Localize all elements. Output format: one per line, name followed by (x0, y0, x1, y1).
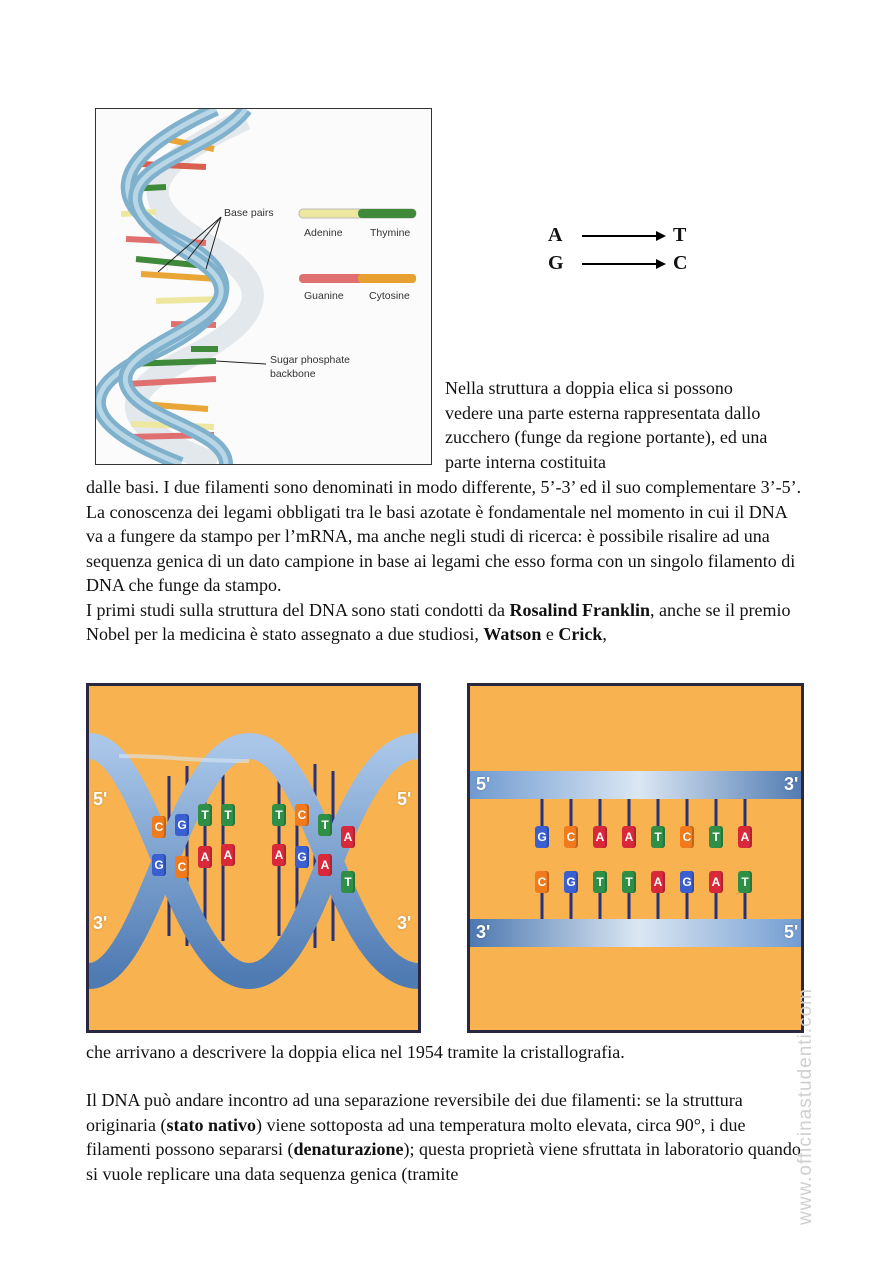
helix-base-top: G (175, 814, 189, 836)
helix-base-bottom: G (152, 854, 166, 876)
text-fragment: , anche se il premio Nobel per la medicina è stato assegnato a due studiosi, (86, 599, 791, 644)
separated-base-top: C (564, 826, 578, 848)
separated-base-bottom: G (564, 871, 578, 893)
bold-watson: Watson (483, 624, 542, 644)
text-fragment: , (602, 624, 607, 644)
pair-right-t: T (673, 224, 687, 246)
bold-denaturazione: denaturazione (293, 1139, 404, 1159)
paragraph-strands (86, 475, 806, 647)
helix-base-top: T (318, 814, 332, 836)
paragraph-crystallography: che arrivano a descrivere la doppia elica nel 1954 tramite la cristallografia. (86, 1042, 625, 1062)
text-fragment: I primi studi sulla struttura del DNA sono stati condotti da (86, 599, 510, 620)
separated-base-bottom: T (593, 871, 607, 893)
helix-drawing (96, 109, 431, 464)
helix-base-top: T (221, 804, 235, 826)
separated-base-bottom: A (651, 871, 665, 893)
text-fragment: ); questa proprietà viene sfruttata in laboratorio quando si vuole replicare una data sequenza genica (tramite (86, 1139, 801, 1184)
helix-base-bottom: A (221, 844, 235, 866)
label-thymine: Thymine (370, 227, 411, 239)
separated-base-bottom: T (738, 871, 752, 893)
dna-helix-figure (95, 108, 432, 465)
label-backbone-2: backbone (270, 368, 316, 380)
end-label-bottom-right: 5' (784, 922, 799, 942)
helix-base-top: T (198, 804, 212, 826)
label-adenine: Adenine (304, 227, 343, 239)
label-cytosine: Cytosine (369, 290, 410, 302)
separated-base-top: A (738, 826, 752, 848)
bold-stato-nativo: stato nativo (166, 1114, 256, 1135)
helix-base-bottom: A (198, 846, 212, 868)
helix-base-bottom: A (272, 844, 286, 866)
separated-base-bottom: G (680, 871, 694, 893)
label-base-pairs: Base pairs (224, 207, 274, 219)
pair-left-g: G (548, 252, 564, 274)
separated-base-top: G (535, 826, 549, 848)
double-helix-bases-figure (86, 683, 421, 1033)
watermark: www.officinastudenti.com (795, 988, 816, 1225)
end-label-top-right: 3' (784, 774, 799, 794)
text-fragment: ) viene sottoposta ad una temperatura molto elevata, circa 90°, i due filamenti possono separarsi ( (86, 1114, 746, 1159)
paragraph-strands-text: dalle basi. I due filamenti sono denominati in modo differente, 5’-3’ ed il suo complementare 3’-5’. La conoscenza dei legami obbligati tra le basi azotate è fondamentale nel momento in cui il DNA va a fungere da stampo per l’mRNA, ma anche negli studi di ricerca: è possibile risalire ad una sequenza genica di un dato campione in base ai legami che esso forma con un singolo filamento di DNA che funge da stampo. (86, 477, 802, 595)
base-pairing-rules (548, 224, 698, 282)
helix-base-top: C (295, 804, 309, 826)
paragraph-structure-intro: Nella struttura a doppia elica si possono vedere una parte esterna rappresentata dallo zucchero (funge da regione portante), ed una parte interna costituita (445, 378, 768, 472)
separated-base-top: A (593, 826, 607, 848)
end-label-top-right: 5' (397, 789, 412, 809)
end-label-bottom-right: 3' (397, 913, 412, 933)
separated-base-bottom: T (622, 871, 636, 893)
bold-crick: Crick (558, 624, 603, 644)
double-helix-drawing (89, 686, 421, 1033)
end-label-top-left: 5' (93, 789, 108, 809)
label-guanine: Guanine (304, 290, 344, 302)
end-label-bottom-left: 3' (93, 913, 108, 933)
pair-right-c: C (673, 252, 688, 274)
text-fragment: e (541, 624, 559, 644)
helix-base-top: A (341, 826, 355, 848)
helix-base-bottom: A (318, 854, 332, 876)
separated-base-bottom: A (709, 871, 723, 893)
helix-base-bottom: G (295, 846, 309, 868)
helix-base-bottom: C (175, 856, 189, 878)
end-label-top-left: 5' (476, 774, 491, 794)
arrow-right-icon (580, 258, 668, 270)
helix-base-top: C (152, 816, 166, 838)
pair-left-a: A (548, 224, 563, 246)
end-label-bottom-left: 3' (476, 922, 491, 942)
separated-base-top: C (680, 826, 694, 848)
separated-base-top: A (622, 826, 636, 848)
separated-base-top: T (651, 826, 665, 848)
separated-strands-figure (467, 683, 804, 1033)
text-fragment: Il DNA può andare incontro ad una separazione reversibile dei due filamenti: se la struttura originaria ( (86, 1090, 743, 1135)
helix-base-bottom: T (341, 871, 355, 893)
paragraph-denaturation (86, 1088, 806, 1186)
separated-strands-drawing (470, 686, 804, 1033)
arrow-right-icon (580, 230, 668, 242)
bold-rosalind-franklin: Rosalind Franklin (509, 599, 651, 620)
label-backbone-1: Sugar phosphate (270, 354, 350, 366)
separated-base-top: T (709, 826, 723, 848)
helix-base-top: T (272, 804, 286, 826)
separated-base-bottom: C (535, 871, 549, 893)
